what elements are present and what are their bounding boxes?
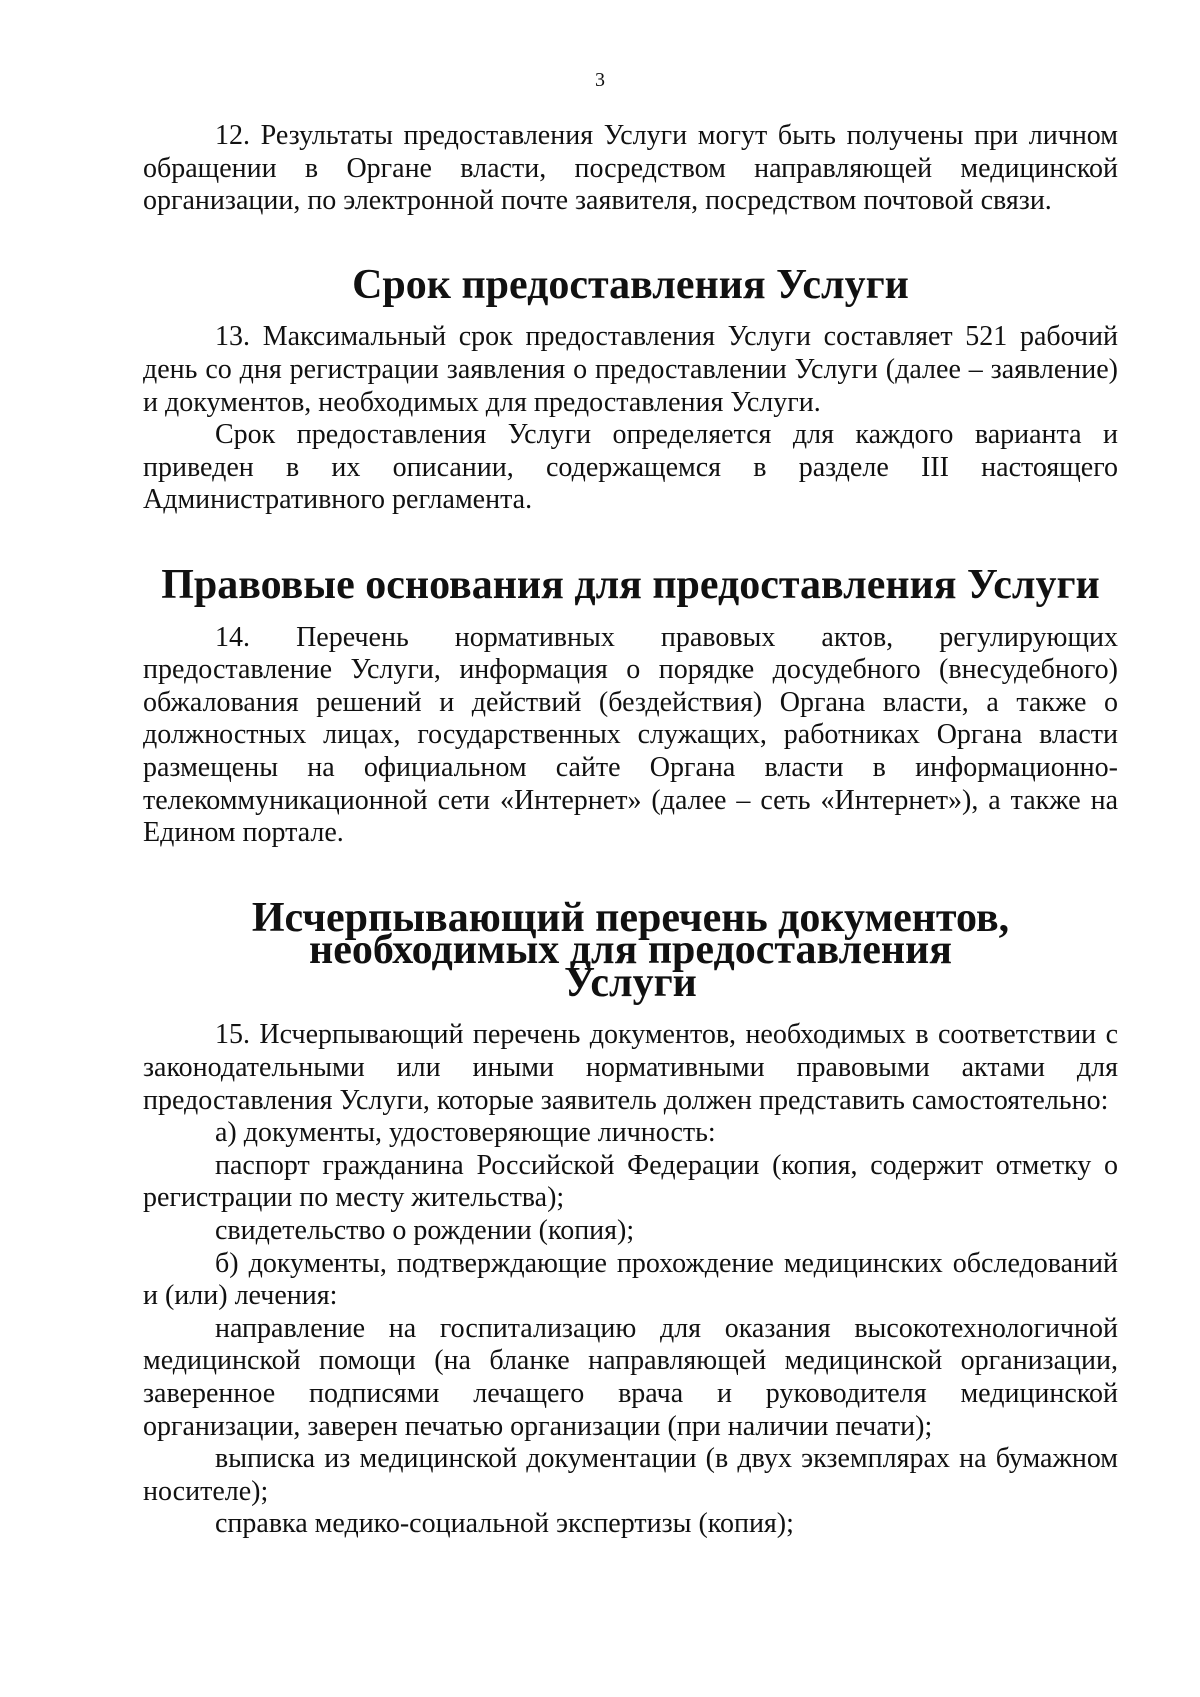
- list-item-hospitalization-referral: направление на госпитализацию для оказания высокотехнологичной медицинской помощи (на бланке направляющей медицинской организации, заверенное подписями лечащего врача и руководителя медицинской организации, заверен печатью организации (при наличии печати);: [143, 1312, 1118, 1442]
- list-item-medical-extract: выписка из медицинской документации (в двух экземплярах на бумажном носителе);: [143, 1443, 1118, 1507]
- list-item-passport: паспорт гражданина Российской Федерации (копия, содержит отметку о регистрации по месту жительства);: [143, 1149, 1118, 1214]
- heading-documents-list-line2: Услуги: [564, 959, 697, 1006]
- list-item-identity-documents: а) документы, удостоверяющие личность:: [215, 1117, 716, 1149]
- document-body: [143, 120, 1118, 1541]
- paragraph-13-term: Срок предоставления Услуги определяется для каждого варианта и приведен в их описании, содержащемся в разделе III настоящего Административного регламента.: [143, 419, 1118, 516]
- paragraph-15: 15. Исчерпывающий перечень документов, необходимых в соответствии с законодательными или иными нормативными правовыми актами для предоставления Услуги, которые заявитель должен представить самостоятельно:: [143, 1019, 1118, 1116]
- heading-service-term: Срок предоставления Услуги: [352, 261, 909, 308]
- paragraph-12: 12. Результаты предоставления Услуги могут быть получены при личном обращении в Органе власти, посредством направляющей медицинской организации, по электронной почте заявителя, посредством почтовой связи.: [143, 120, 1118, 217]
- heading-legal-basis: Правовые основания для предоставления Услуги: [161, 561, 1100, 608]
- paragraph-13: 13. Максимальный срок предоставления Услуги составляет 521 рабочий день со дня регистрации заявления о предоставлении Услуги (далее – заявление) и документов, необходимых для предоставления Услуги.: [143, 321, 1118, 418]
- heading-documents-list: [143, 894, 1118, 1006]
- heading-documents-list-line1: Исчерпывающий перечень документов, необходимых для предоставления: [251, 894, 1010, 974]
- list-item-birth-certificate: свидетельство о рождении (копия);: [215, 1215, 635, 1247]
- page-number: 3: [595, 69, 605, 91]
- paragraph-14: 14. Перечень нормативных правовых актов, регулирующих предоставление Услуги, информация о порядке досудебного (внесудебного) обжалования решений и действий (бездействия) Органа власти, а также о должностных лицах, государственных служащих, работниках Органа власти размещены на официальном сайте Органа власти в информационно-телекоммуникационной сети «Интернет» (далее – сеть «Интернет»), а также на Едином портале.: [143, 621, 1118, 849]
- list-item-medical-documents: б) документы, подтверждающие прохождение медицинских обследований и (или) лечения:: [143, 1247, 1118, 1312]
- list-item-mse-certificate: справка медико-социальной экспертизы (копия);: [215, 1508, 794, 1540]
